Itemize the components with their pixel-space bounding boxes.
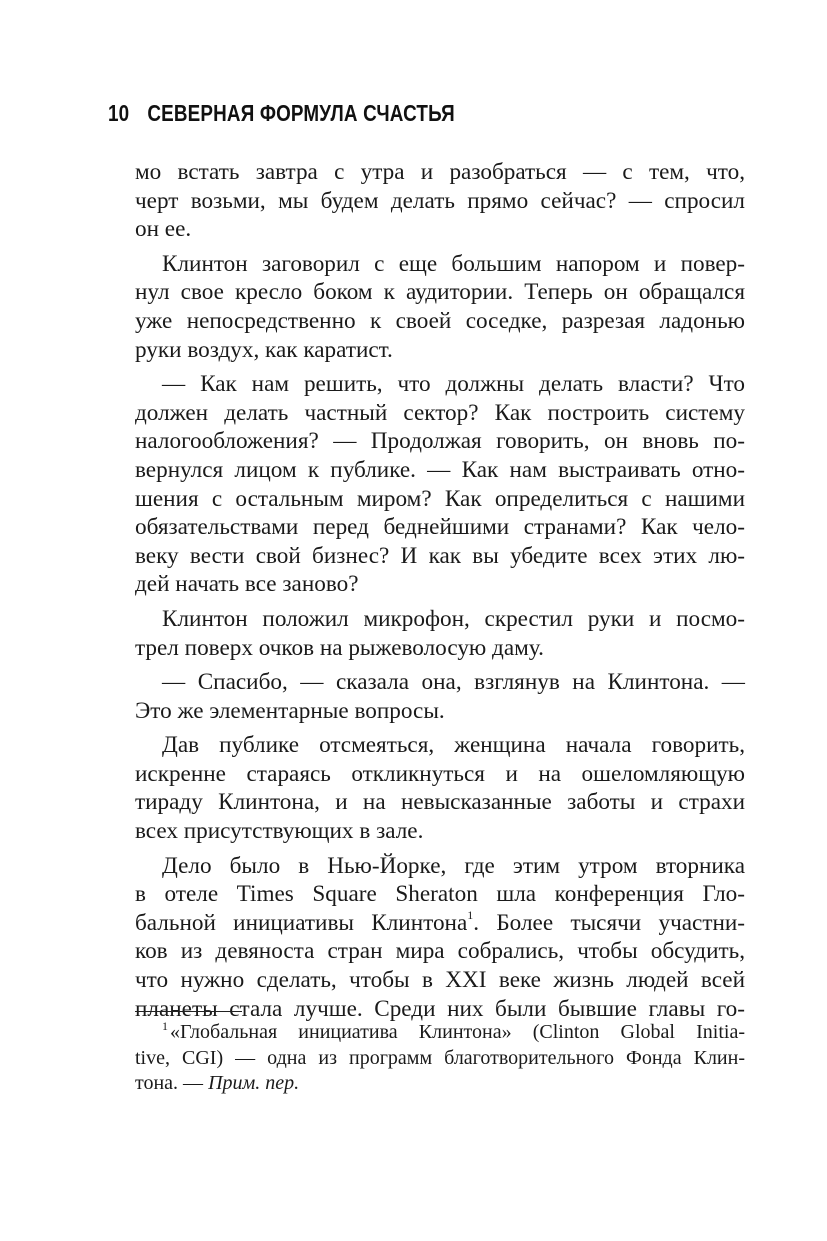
footnotes: [135, 1020, 745, 1097]
text-line: дей начать все заново?: [135, 571, 359, 598]
text-line: налогообложения? — Продолжая говорить, он вновь по-: [135, 428, 745, 455]
text-line: нул свое кресло боком к аудитории. Теперь он обращался: [135, 279, 745, 306]
text-line: шения с остальным миром? Как определиться с нашими: [135, 485, 745, 512]
footnote-text: тона. —: [135, 1072, 209, 1094]
footnote-reference[interactable]: 1: [467, 908, 474, 923]
text-line: Это же элементарные вопросы.: [135, 697, 445, 724]
text-line: трел поверх очков на рыжеволосую даму.: [135, 634, 544, 661]
text-line: — Спасибо, — сказала она, взглянув на Клинтона. —: [162, 669, 745, 696]
text-line: обязательствами перед беднейшими странами? Как чело-: [135, 514, 745, 541]
text-line: в отеле Times Square Sheraton шла конференция Гло-: [135, 881, 745, 908]
page-number: 10: [108, 100, 130, 126]
running-header: [108, 100, 455, 127]
text-line: черт возьми, мы будем делать прямо сейчас? — спросил: [135, 187, 745, 214]
text-line: вернулся лицом к публике. — Как нам выстраивать отно-: [135, 456, 745, 483]
text-line: Клинтон положил микрофон, скрестил руки и посмо-: [162, 605, 745, 632]
footnote-line: [135, 1071, 745, 1097]
text-line: уже непосредственно к своей соседке, разрезая ладонью: [135, 307, 745, 334]
text-line: искренне стараясь откликнуться и на ошеломляющую: [135, 760, 745, 787]
text-line-with-footnote: [135, 909, 745, 938]
footnote-text: «Глобальная инициатива Клинтона» (Clinton Global Initia-: [170, 1021, 745, 1043]
text-line: руки воздух, как каратист.: [135, 336, 393, 363]
text-line: он ее.: [135, 216, 192, 243]
text-line: всех присутствующих в зале.: [135, 818, 424, 845]
text-line: — Как нам решить, что должны делать власти? Что: [162, 371, 745, 398]
text-line: тираду Клинтона, и на невысказанные заботы и страхи: [135, 789, 745, 816]
footnote-line: tive, CGI) — одна из программ благотворительного Фонда Клин-: [135, 1046, 745, 1069]
text-line: Дело было в Нью-Йорке, где этим утром вторника: [162, 852, 745, 879]
footnote-mark: 1: [162, 1019, 168, 1034]
footnote-line: [135, 1020, 745, 1046]
text-fragment: . Более тысячи участни-: [473, 909, 745, 936]
text-line: ков из девяноста стран мира собрались, чтобы обсудить,: [135, 938, 745, 965]
text-line: должен делать частный сектор? Как построить систему: [135, 399, 745, 426]
running-title: СЕВЕРНАЯ ФОРМУЛА СЧАСТЬЯ: [147, 100, 455, 126]
text-line: планеты стала лучше. Среди них были бывшие главы го-: [135, 995, 745, 1022]
footnote-divider: [135, 1011, 242, 1012]
text-line: мо встать завтра с утра и разобраться — с тем, что,: [135, 159, 745, 185]
text-line: Клинтон заговорил с еще большим напором и повер-: [162, 250, 745, 277]
text-line: Дав публике отсмеяться, женщина начала говорить,: [162, 732, 745, 759]
text-line: веку вести свой бизнес? И как вы убедите всех этих лю-: [135, 542, 745, 569]
body-text: [135, 158, 745, 1023]
text-line: что нужно сделать, чтобы в XXI веке жизнь людей всей: [135, 967, 745, 994]
translator-note: Прим. пер.: [208, 1072, 300, 1094]
text-fragment: бальной инициативы Клинтона: [135, 909, 468, 936]
